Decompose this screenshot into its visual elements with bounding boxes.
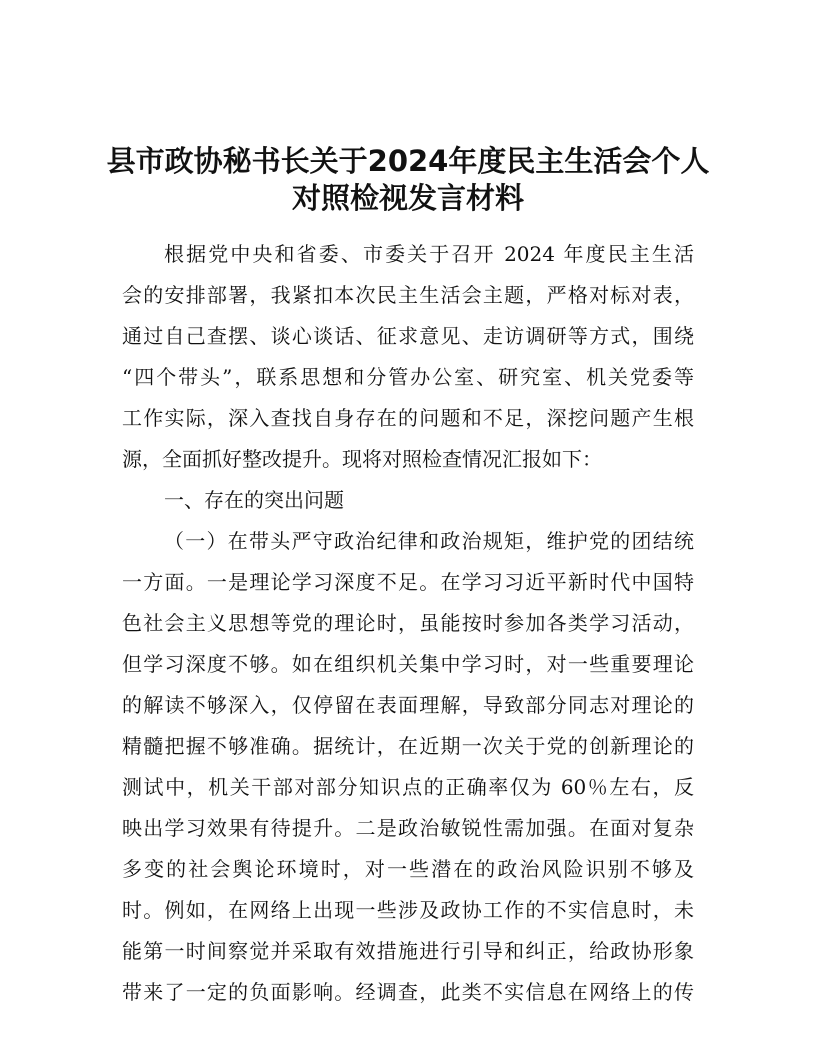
document-title-line-2: 对照检视发言材料 bbox=[291, 181, 524, 215]
paragraph-line: 带来了一定的负面影响。经调查，此类不实信息在网络上的传 bbox=[122, 980, 694, 1004]
paragraph-line: 根据党中央和省委、市委关于召开 2024 年度民主生活 bbox=[164, 242, 694, 266]
paragraph-line: 时。例如，在网络上出现一些涉及政协工作的不实信息时，未 bbox=[122, 898, 694, 922]
paragraph-line: “四个带头”，联系思想和分管办公室、研究室、机关党委等 bbox=[122, 365, 694, 389]
paragraph-line: 一方面。一是理论学习深度不足。在学习习近平新时代中国特 bbox=[122, 570, 694, 594]
paragraph-line: 多变的社会舆论环境时，对一些潜在的政治风险识别不够及 bbox=[122, 857, 694, 881]
paragraph-line: 通过自己查摆、谈心谈话、征求意见、走访调研等方式，围绕 bbox=[122, 324, 694, 348]
paragraph-line: 但学习深度不够。如在组织机关集中学习时，对一些重要理论 bbox=[122, 652, 694, 676]
paragraph-line: 的解读不够深入，仅停留在表面理解，导致部分同志对理论的 bbox=[122, 693, 694, 717]
document-title-line-1: 县市政协秘书长关于2024年度民主生活会个人 bbox=[106, 144, 710, 178]
paragraph-line: 源，全面抓好整改提升。现将对照检查情况汇报如下： bbox=[122, 447, 602, 471]
paragraph-line: 会的安排部署，我紧扣本次民主生活会主题，严格对标对表， bbox=[122, 283, 694, 307]
paragraph-line: 工作实际，深入查找自身存在的问题和不足，深挖问题产生根 bbox=[122, 406, 694, 430]
section-heading: 一、存在的突出问题 bbox=[164, 488, 344, 512]
paragraph-line: 色社会主义思想等党的理论时，虽能按时参加各类学习活动， bbox=[122, 611, 694, 635]
paragraph-line: 精髓把握不够准确。据统计，在近期一次关于党的创新理论的 bbox=[122, 734, 694, 758]
paragraph-line: 能第一时间察觉并采取有效措施进行引导和纠正，给政协形象 bbox=[122, 939, 694, 963]
paragraph-line: 映出学习效果有待提升。二是政治敏锐性需加强。在面对复杂 bbox=[122, 816, 694, 840]
paragraph-line: 测试中，机关干部对部分知识点的正确率仅为 60％左右，反 bbox=[122, 775, 694, 799]
paragraph-line: （一）在带头严守政治纪律和政治规矩，维护党的团结统 bbox=[164, 529, 694, 553]
